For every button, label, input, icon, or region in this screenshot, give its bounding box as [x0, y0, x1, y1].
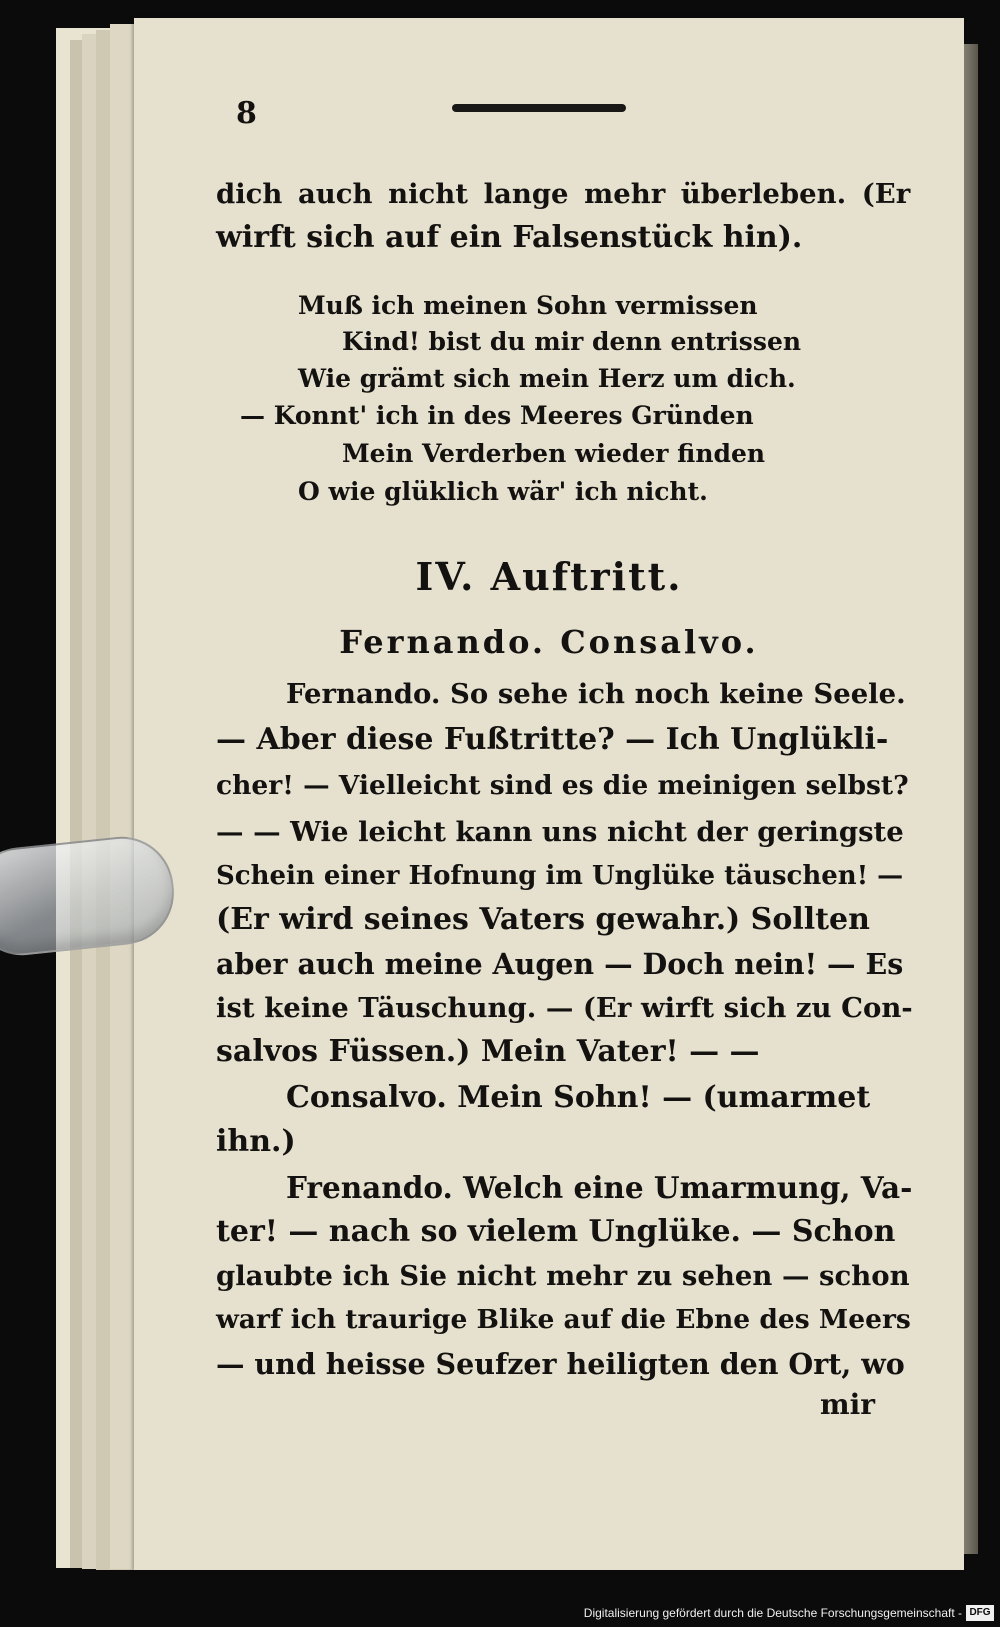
- dfg-logo: DFG: [966, 1605, 994, 1621]
- text-line: cher! — Vielleicht sind es die meinigen selbst?: [216, 770, 909, 801]
- verse-line: O wie glüklich wär' ich nicht.: [298, 477, 708, 506]
- text-line: — Aber diese Fußtritte? — Ich Unglükli-: [216, 722, 889, 757]
- text-line: warf ich traurige Blike auf die Ebne des Meers: [216, 1304, 911, 1335]
- persons-list: Fernando. Consalvo.: [339, 623, 759, 661]
- text-line: salvos Füssen.) Mein Vater! — —: [216, 1034, 760, 1069]
- text-line: — — Wie leicht kann uns nicht der geringste: [216, 816, 904, 848]
- scene-heading: IV. Auftritt.: [415, 554, 683, 599]
- text-line: Schein einer Hofnung im Unglüke täuschen! —: [216, 861, 904, 891]
- text-line: dich auch nicht lange mehr überleben. (Er: [216, 178, 911, 210]
- text-line: ter! — nach so vielem Unglüke. — Schon: [216, 1214, 896, 1249]
- text-line: wirft sich auf ein Falsenstück hin).: [216, 220, 803, 255]
- text-line: Consalvo. Mein Sohn! — (umarmet: [286, 1080, 871, 1115]
- book-page: [134, 18, 964, 1570]
- text-line: Frenando. Welch eine Umarmung, Va-: [286, 1170, 913, 1205]
- text-line: — und heisse Seufzer heiligten den Ort, wo: [216, 1347, 905, 1381]
- verse-line: — Konnt' ich in des Meeres Gründen: [240, 401, 754, 430]
- text-line: ist keine Täuschung. — (Er wirft sich zu Con-: [216, 992, 913, 1024]
- text-line: ihn.): [216, 1124, 296, 1159]
- text-line: aber auch meine Augen — Doch nein! — Es: [216, 947, 904, 981]
- page-number: 8: [236, 96, 257, 131]
- text-line: (Er wird seines Vaters gewahr.) Sollten: [216, 902, 870, 937]
- verse-line: Wie grämt sich mein Herz um dich.: [298, 364, 796, 393]
- catchword: mir: [820, 1388, 876, 1421]
- header-rule: [452, 104, 626, 112]
- text-line: glaubte ich Sie nicht mehr zu sehen — schon: [216, 1260, 910, 1292]
- verse-line: Kind! bist du mir denn entrissen: [342, 327, 802, 356]
- verse-line: Muß ich meinen Sohn vermissen: [298, 291, 758, 320]
- text-line: Fernando. So sehe ich noch keine Seele.: [286, 678, 906, 710]
- footer-bar: [0, 1597, 1000, 1627]
- verse-line: Mein Verderben wieder finden: [342, 439, 766, 468]
- footer-credit: Digitalisierung gefördert durch die Deutsche Forschungsgemeinschaft -: [583, 1606, 962, 1620]
